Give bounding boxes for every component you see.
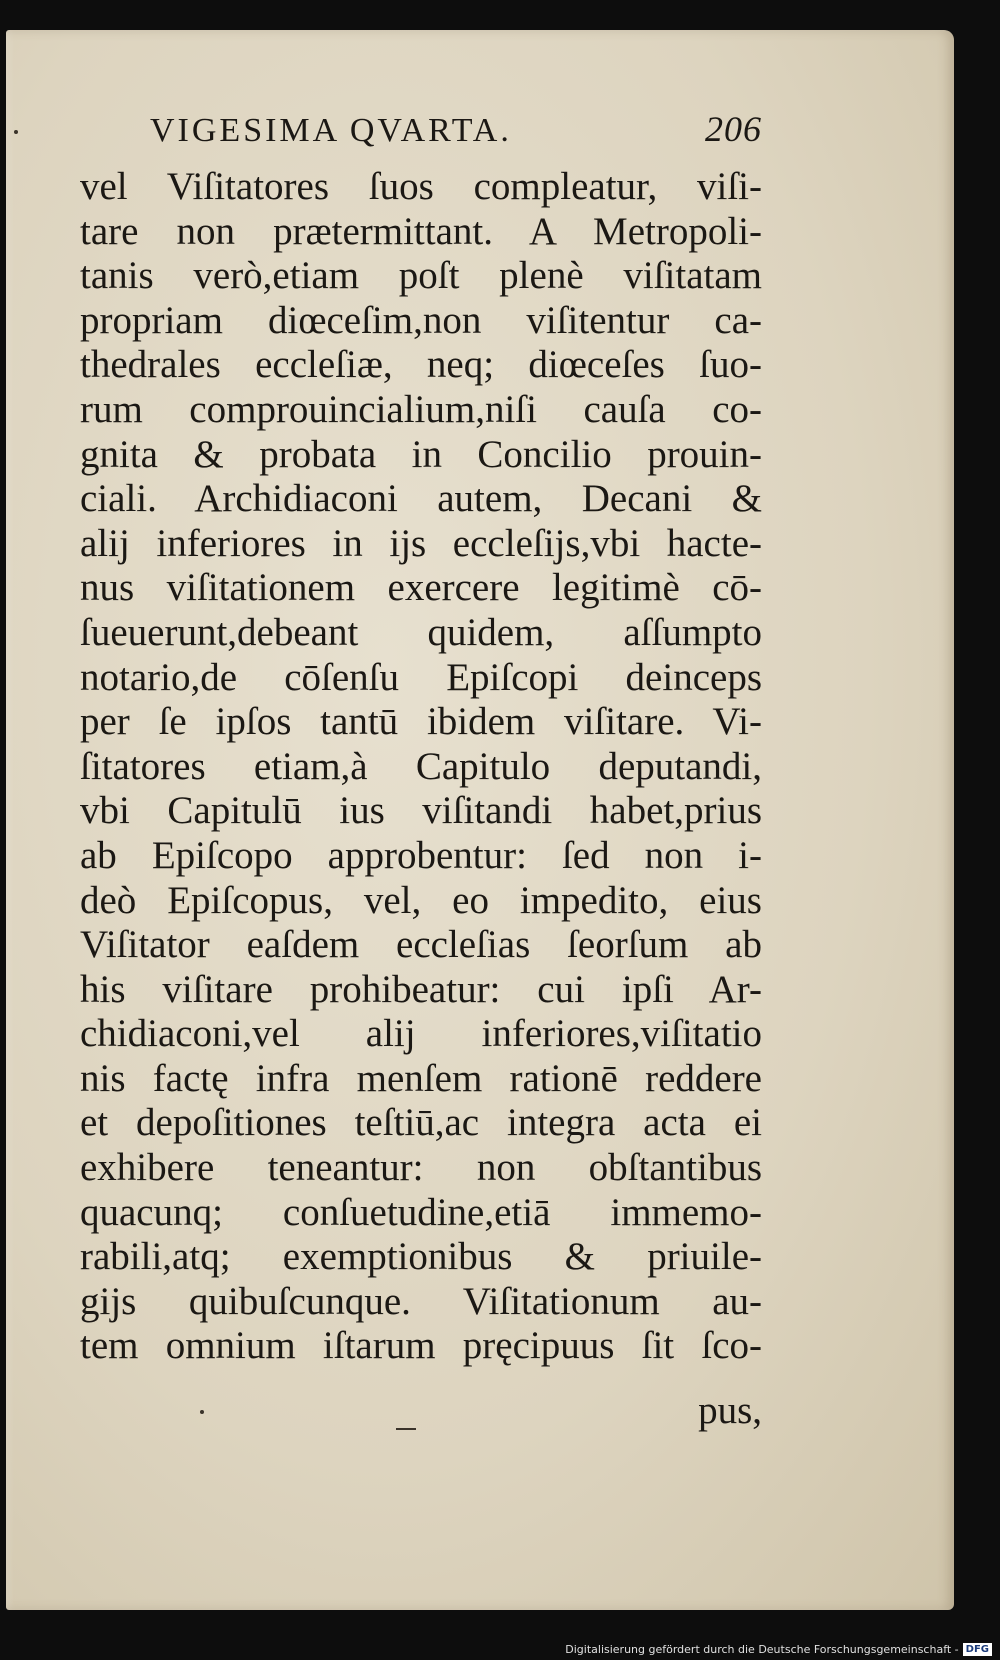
text-line: his viſitare prohibeatur: cui ipſi Ar- bbox=[80, 967, 762, 1011]
text-line: chidiaconi,vel alij inferiores,viſitatio bbox=[80, 1012, 762, 1056]
text-line: nus viſitationem exercere legitimè cō- bbox=[80, 566, 762, 610]
text-line: ſitatores etiam,à Capitulo deputandi, bbox=[80, 744, 762, 788]
text-line: gijs quibuſcunque. Viſitationum au- bbox=[80, 1279, 762, 1323]
text-line: et depoſitiones teſtiū,ac integra acta ei bbox=[80, 1101, 762, 1145]
text-line: tare non prætermittant. A Metropoli- bbox=[80, 209, 762, 253]
signature-mark bbox=[396, 1428, 416, 1430]
footer-bar bbox=[0, 1638, 1000, 1660]
page-speck bbox=[200, 1410, 204, 1414]
text-line: ſueuerunt,debeant quidem, aſſumpto bbox=[80, 610, 762, 654]
text-line: thedrales eccleſiæ, neq; diœceſes ſuo- bbox=[80, 343, 762, 387]
text-line: rum comprouincialium,niſi cauſa co- bbox=[80, 387, 762, 431]
text-line: per ſe ipſos tantū ibidem viſitare. Vi- bbox=[80, 700, 762, 744]
text-line: notario,de cōſenſu Epiſcopi deinceps bbox=[80, 655, 762, 699]
text-line: propriam diœceſim,non viſitentur ca- bbox=[80, 298, 762, 342]
text-line: tem omnium iſtarum pręcipuus ſit ſco- bbox=[80, 1324, 762, 1368]
catchword: pus, bbox=[698, 1389, 762, 1432]
text-line: nis factę infra menſem rationē reddere bbox=[80, 1056, 762, 1100]
text-line: exhibere teneantur: non obſtantibus bbox=[80, 1146, 762, 1190]
digitization-credit: Digitalisierung gefördert durch die Deutsche Forschungsgemeinschaft - bbox=[565, 1642, 959, 1656]
text-line: quacunq; conſuetudine,etiā immemo- bbox=[80, 1190, 762, 1234]
dfg-logo: DFG bbox=[963, 1643, 992, 1656]
text-line: alij inferiores in ijs eccleſijs,vbi hacte- bbox=[80, 521, 762, 565]
running-title: VIGESIMA QVARTA. bbox=[150, 112, 512, 149]
page-header bbox=[150, 108, 762, 156]
text-line: vbi Capitulū ius viſitandi habet,prius bbox=[80, 789, 762, 833]
page-speck bbox=[14, 130, 18, 134]
text-line: gnita & probata in Concilio prouin- bbox=[80, 432, 762, 476]
body-text bbox=[80, 165, 762, 1369]
text-line: Viſitator eaſdem eccleſias ſeorſum ab bbox=[80, 923, 762, 967]
text-line: rabili,atq; exemptionibus & priuile- bbox=[80, 1235, 762, 1279]
text-line: deò Epiſcopus, vel, eo impedito, eius bbox=[80, 878, 762, 922]
text-line: ab Epiſcopo approbentur: ſed non i- bbox=[80, 833, 762, 877]
page-number: 206 bbox=[705, 109, 762, 149]
text-line: vel Viſitatores ſuos compleatur, viſi- bbox=[80, 165, 762, 208]
text-line: ciali. Archidiaconi autem, Decani & bbox=[80, 477, 762, 521]
text-line: tanis verò,etiam poſt plenè viſitatam bbox=[80, 254, 762, 298]
